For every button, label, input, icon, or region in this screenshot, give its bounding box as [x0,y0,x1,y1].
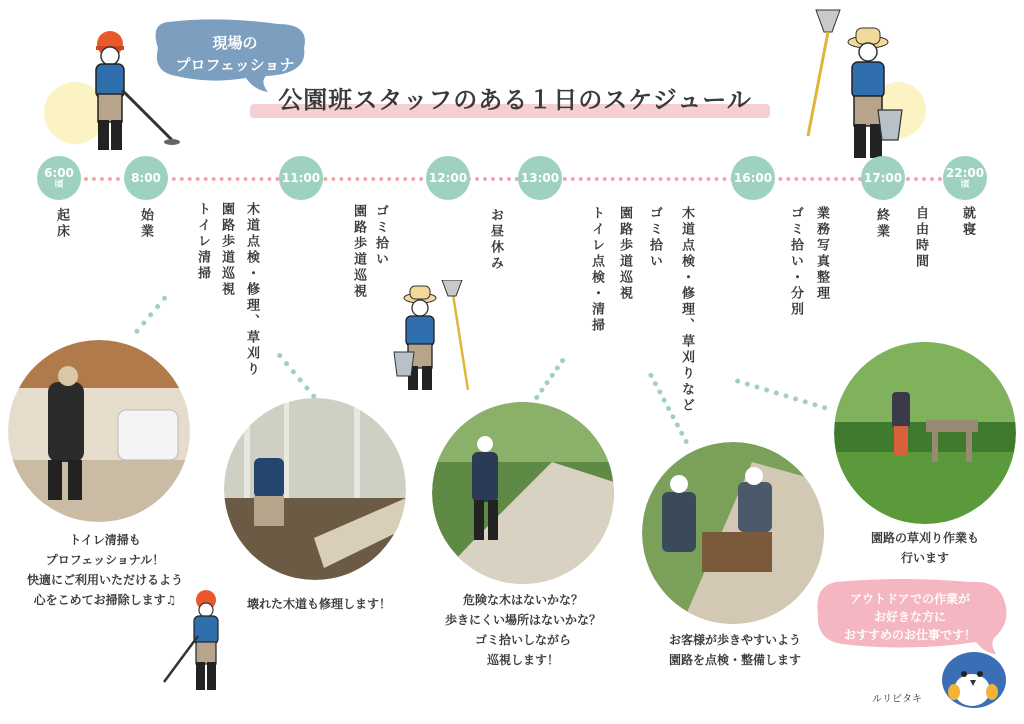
activity-start-work: 始業 [138,208,153,240]
worker-lunch-illustration [390,280,480,395]
photo-boardwalk-repair [224,398,406,580]
photo-path-patrol [432,402,614,584]
activity-end-work: 終業 [874,208,889,240]
activity-free-time: 自由時間 [913,206,928,270]
time-1700: 17:00 [861,156,905,200]
connector-mowing [735,378,828,411]
caption-maintenance: お客様が歩きやすいよう 園路を点検・整備します [668,633,801,667]
activity-toilet-inspection: トイレ点検・清掃 [589,206,604,334]
time-1300: 13:00 [518,156,562,200]
time-1200: 12:00 [426,156,470,200]
connector-toilet [133,295,168,335]
photo-toilet-cleaning [8,340,190,522]
worker-trimmer-illustration [82,24,182,164]
activity-boardwalk-repair: 木道点検・修理、草刈り [244,202,259,378]
activity-lunch-break: お昼休み [488,208,503,272]
caption-mowing: 園路の草刈り作業も 行います [870,531,979,565]
photo-grass-mowing [834,342,1016,524]
activity-boardwalk-repair-2: 木道点検・修理、草刈りなど [679,206,694,414]
activity-path-patrol-3: 園路歩道巡視 [617,206,632,302]
caption-toilet: トイレ清掃も プロフェッショナル！ 快適にご利用いただけるよう 心をこめてお掃除します♫ [26,533,183,607]
time-2200: 22:00 頃 [943,156,987,200]
time-1600: 16:00 [731,156,775,200]
time-0800: 8:00 [124,156,168,200]
activity-sleep: 就寝 [960,206,975,238]
connector-boardwalk [276,352,317,400]
activity-toilet-cleaning: トイレ清掃 [195,202,210,282]
photo-path-maintenance [642,442,824,624]
bird-illustration [934,642,1014,712]
caption-patrol: 危険な木はないかな？ 歩きにくい場所はないかな？ ゴミ拾いしながら 巡視します！ [444,593,601,667]
activity-litter-pickup-2: ゴミ拾い [647,206,662,270]
speech-bubble-pink-text: アウトドアでの作業が お好きな方に おすすめのお仕事です！ [843,592,977,642]
activity-litter-sorting: ゴミ拾い・分別 [788,206,803,318]
worker-broom-illustration [796,6,916,166]
activity-photo-organize: 業務写真整理 [814,206,829,302]
time-1100: 11:00 [279,156,323,200]
speech-bubble-blue-text: 現場の プロフェッショナル！ [175,34,295,96]
worker-trimmer-illustration-small [158,586,238,698]
activity-path-patrol-2: 園路歩道巡視 [351,204,366,300]
activity-path-patrol: 園路歩道巡視 [219,202,234,298]
bird-label: ルリビタキ [872,694,922,705]
activity-litter-pickup: ゴミ拾い [373,204,388,268]
connector-patrol [533,357,566,401]
activity-wakeup: 起床 [54,208,69,240]
time-0600: 6:00 頃 [37,156,81,200]
page-title: 公園班スタッフのある１日のスケジュール [278,86,752,114]
caption-boardwalk: 壊れた木道も修理します！ [246,597,391,611]
